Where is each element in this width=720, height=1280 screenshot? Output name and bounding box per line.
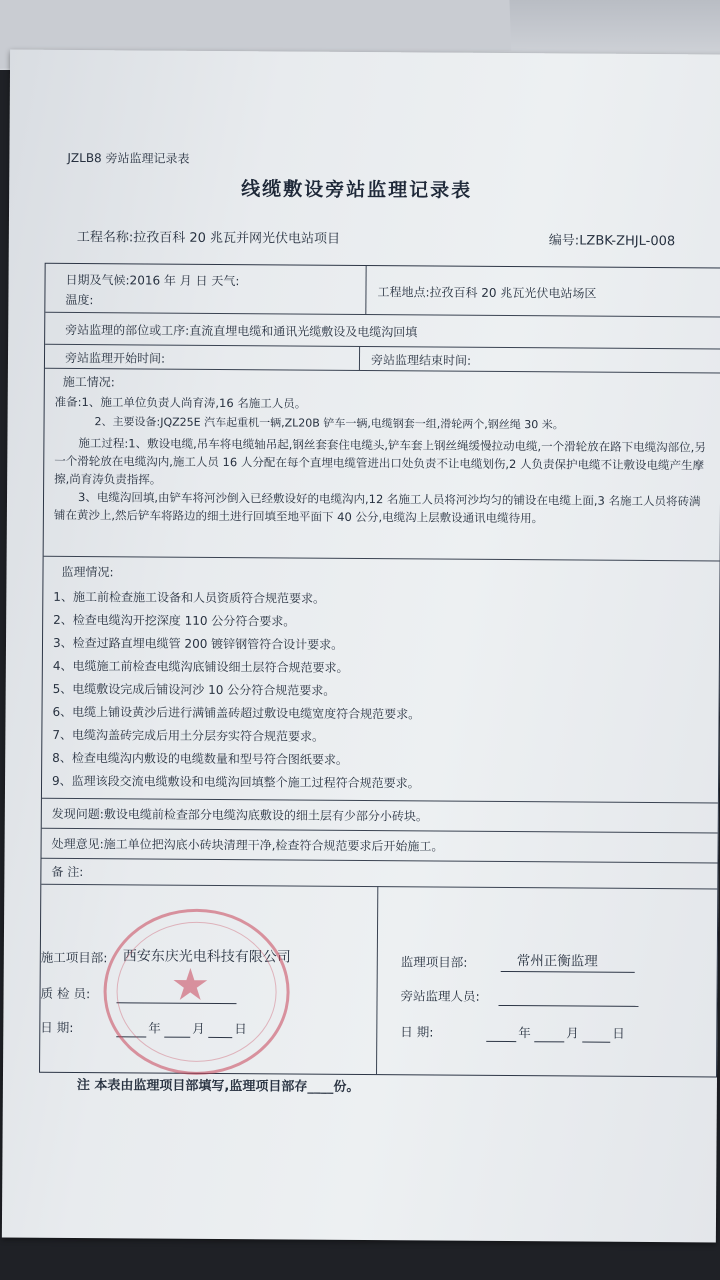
- construction-dept-value: 西安东庆光电科技有限公司: [122, 948, 291, 966]
- supervision-scope: 旁站监理的部位或工序:直流直埋电缆和通讯光缆敷设及电缆沟回填: [65, 322, 418, 340]
- divider: [45, 344, 720, 350]
- right-year-line: [486, 1041, 516, 1042]
- right-month: 月: [566, 1025, 579, 1041]
- site-location: 工程地点:拉孜百科 20 兆瓦光伏电站场区: [377, 285, 597, 301]
- stamp-star-icon: ★: [170, 959, 211, 1011]
- date-weather: 日期及气候:2016 年 月 日 天气:: [65, 272, 240, 289]
- project-name: 工程名称:拉孜百科 20 兆瓦并网光伏电站项目: [76, 229, 341, 247]
- supervision-item: 8、检查电缆沟内敷设的电缆数量和型号符合图纸要求。: [52, 750, 348, 767]
- left-year: 年: [148, 1020, 161, 1036]
- construction-process: 施工过程:1、敷设电缆,吊车将电缆轴吊起,钢丝套套住电缆头,铲车套上钢丝绳缓慢拉动电缆,一个滑轮放在路下电缆沟部位,另一个滑轮放在电缆沟内,施工人员 16 人分配在每个直埋电缆管进出口处负责不让电缆划伤,2 人负责保护电缆不让敷设电缆产生摩擦,尚育涛负责指挥。: [54, 436, 706, 487]
- divider: [44, 556, 720, 562]
- left-date-label: 日 期:: [40, 1019, 74, 1035]
- start-time: 旁站监理开始时间:: [64, 350, 166, 366]
- right-day: 日: [612, 1025, 625, 1041]
- supervision-heading: 监理情况:: [61, 564, 114, 580]
- supervision-item: 6、电缆上铺设黄沙后进行满铺盖砖超过敷设电缆宽度符合规范要求。: [52, 704, 421, 722]
- supervision-dept-line: [501, 971, 635, 973]
- construction-dept-label: 施工项目部:: [40, 949, 108, 966]
- serial-number: 编号:LZBK-ZHJL-008: [548, 233, 676, 250]
- supervision-item: 7、电缆沟盖砖完成后用土分层夯实符合规范要求。: [52, 727, 325, 744]
- supervision-dept-label: 监理项目部:: [400, 954, 468, 970]
- right-date-label: 日 期:: [400, 1024, 434, 1040]
- construction-heading: 施工情况:: [62, 374, 115, 390]
- prep-line-1: 准备:1、施工单位负责人尚育涛,16 名施工人员。: [54, 394, 307, 411]
- right-month-line: [534, 1041, 564, 1042]
- record-form-paper: [2, 50, 720, 1243]
- footer-note: 注 本表由监理项目部填写,监理项目部存____份。: [76, 1078, 360, 1095]
- supervisor-signature-line: [498, 1005, 638, 1007]
- supervisor-label: 旁站监理人员:: [400, 988, 480, 1004]
- issues-found: 发现问题:敷设电缆前检查部分电缆沟底敷设的细土层有少部分小砖块。: [51, 806, 428, 824]
- right-year: 年: [518, 1025, 531, 1041]
- left-month: 月: [192, 1020, 205, 1036]
- red-seal-stamp: [103, 908, 290, 1075]
- divider: [359, 346, 360, 370]
- supervision-item: 3、检查过路直埋电缆管 200 镀锌钢管符合设计要求。: [52, 635, 344, 652]
- supervision-item: 1、施工前检查施工设备和人员资质符合规范要求。: [53, 589, 326, 606]
- supervision-item: 2、检查电缆沟开挖深度 110 公分符合要求。: [53, 612, 296, 629]
- divider: [41, 884, 717, 890]
- right-day-line: [582, 1042, 610, 1043]
- prep-line-2: 2、主要设备:JQZ25E 汽车起重机一辆,ZL20B 铲车一辆,电缆钢套一组,滑轮两个,钢丝绳 30 米。: [94, 415, 564, 432]
- backfill-process: 3、电缆沟回填,由铲车将河沙倒入已经敷设好的电缆沟内,12 名施工人员将河沙均匀的铺设在电缆上面,3 名施工人员将砖满铺在黄沙上,然后铲车将路边的细土进行回填至地平面下 40 公分,电缆沟上层敷设通讯电缆待用。: [53, 490, 701, 526]
- end-time: 旁站监理结束时间:: [370, 353, 472, 368]
- inspector-label: 质 检 员:: [40, 985, 91, 1002]
- supervision-dept-value: 常州正衡监理: [516, 953, 598, 970]
- temperature: 温度:: [65, 292, 94, 308]
- supervision-item: 4、电缆施工前检查电缆沟底铺设细土层符合规范要求。: [52, 658, 349, 675]
- divider: [45, 368, 720, 374]
- divider: [45, 312, 720, 318]
- handling-opinion: 处理意见:施工单位把沟底小砖块清理干净,检查符合规范要求后开始施工。: [51, 836, 444, 854]
- divider: [42, 828, 718, 834]
- divider: [376, 886, 378, 1074]
- form-code: JZLB8 旁站监理记录表: [67, 150, 190, 166]
- form-title: 线缆敷设旁站监理记录表: [241, 178, 473, 202]
- remarks: 备 注:: [51, 864, 84, 880]
- divider: [42, 858, 718, 864]
- left-day: 日: [234, 1021, 247, 1037]
- supervision-item: 9、监理该段交流电缆敷设和电缆沟回填整个施工过程符合规范要求。: [52, 773, 420, 791]
- divider: [42, 798, 718, 804]
- divider: [365, 266, 366, 314]
- supervision-item: 5、电缆敷设完成后铺设河沙 10 公分符合规范要求。: [52, 681, 336, 698]
